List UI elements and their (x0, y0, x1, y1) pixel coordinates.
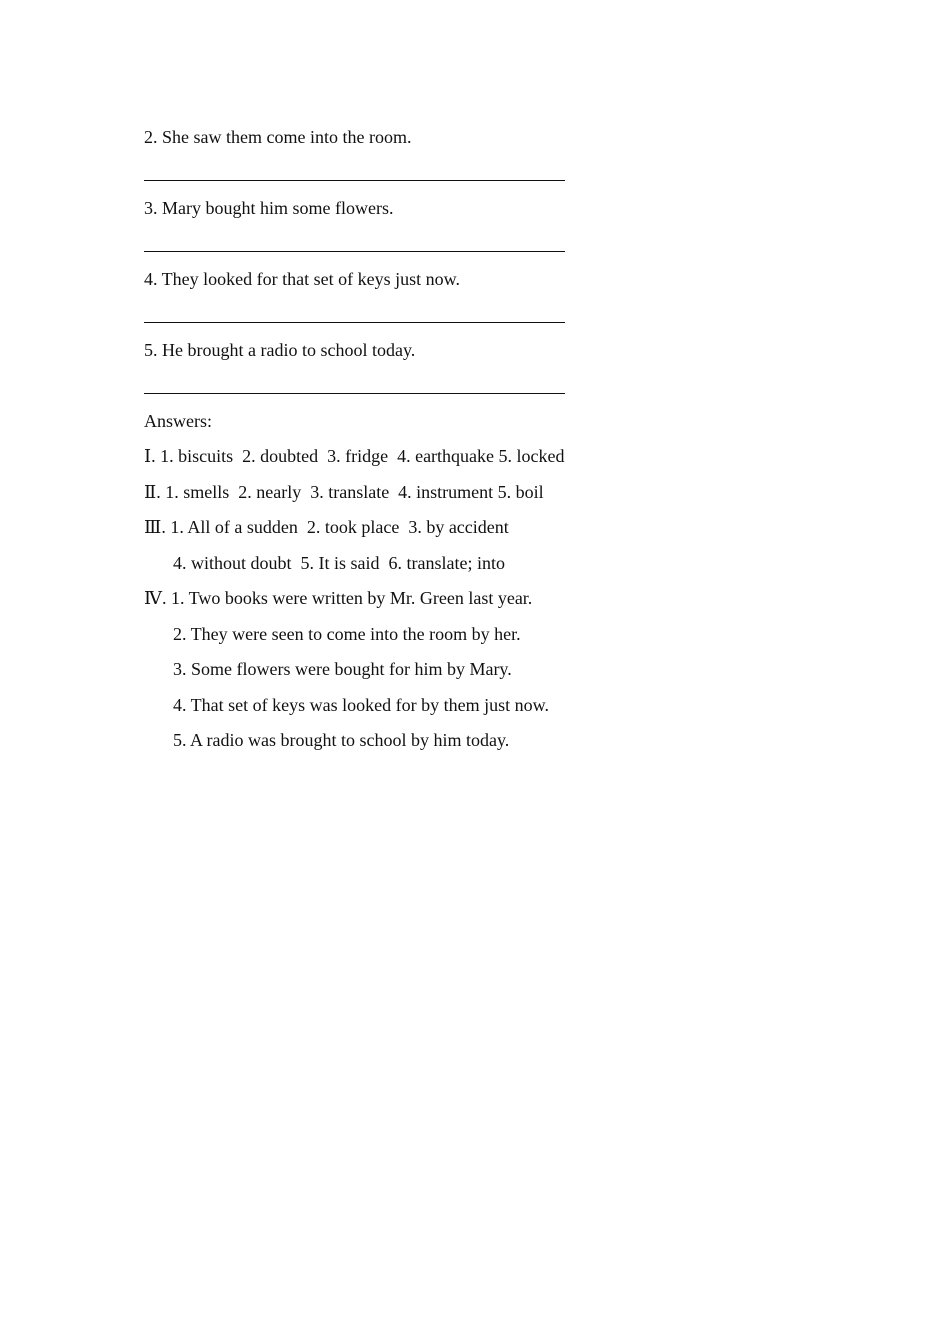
answer-line-section-3-cont: 4. without doubt 5. It is said 6. translate; into (173, 553, 505, 573)
answer-line-section-3: Ⅲ. 1. All of a sudden 2. took place 3. by accident (144, 517, 509, 537)
answer-line-section-4: Ⅳ. 1. Two books were written by Mr. Green last year. (144, 588, 533, 608)
answer-line-section-4-item-3: 3. Some flowers were bought for him by Mary. (173, 659, 512, 679)
exercise-item-2: 2. She saw them come into the room. (144, 127, 412, 147)
answer-blank-4[interactable] (144, 322, 565, 323)
answer-blank-2[interactable] (144, 180, 565, 181)
exercise-item-5: 5. He brought a radio to school today. (144, 340, 416, 360)
answers-heading: Answers: (144, 411, 212, 431)
exercise-item-3: 3. Mary bought him some flowers. (144, 198, 394, 218)
answer-blank-3[interactable] (144, 251, 565, 252)
answer-line-section-1: Ⅰ. 1. biscuits 2. doubted 3. fridge 4. earthquake 5. locked (144, 446, 565, 466)
exercise-item-4: 4. They looked for that set of keys just now. (144, 269, 460, 289)
answer-line-section-2: Ⅱ. 1. smells 2. nearly 3. translate 4. instrument 5. boil (144, 482, 544, 502)
answer-blank-5[interactable] (144, 393, 565, 394)
answer-line-section-4-item-5: 5. A radio was brought to school by him today. (173, 730, 510, 750)
answer-line-section-4-item-2: 2. They were seen to come into the room by her. (173, 624, 521, 644)
answer-line-section-4-item-4: 4. That set of keys was looked for by them just now. (173, 695, 549, 715)
